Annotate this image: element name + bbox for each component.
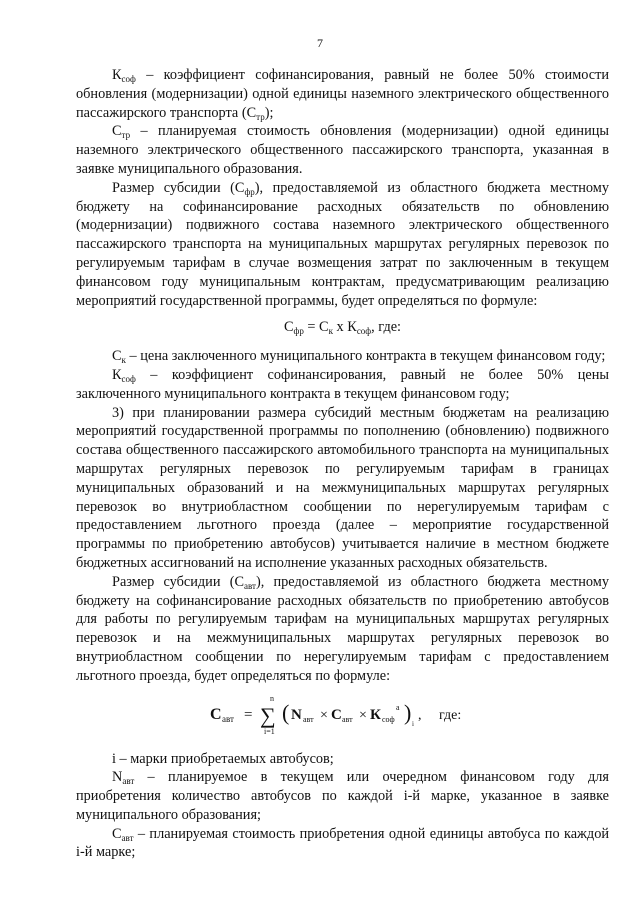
paragraph-i-definition: i – марки приобретаемых автобусов; [112, 750, 334, 767]
paragraph-k-sof-contract: $К_{соф}$ – коэффициент софинансирования, равный не более 50% цены заключенного муниципального контракта в текущем финансовом году; [76, 366, 609, 402]
paragraph-c-avt-definition: $С_{авт}$ – планируемая стоимость приобретения одной единицы автобуса по каждой i-й марке; [76, 825, 609, 861]
sum-sign-icon: ∑ [260, 702, 276, 728]
right-paren-icon: ) [404, 699, 412, 725]
left-paren-icon: ( [282, 699, 290, 725]
paragraph-subsidy-fr: Размер субсидии $(С_{фр})$, предоставляемой из областного бюджета местному бюджету на софинансирование расходных обязательств по обновлению (модернизации) подвижного состава наземного электрического общественного пассажирского транспорта на муниципальных маршрутах регулярных перевозок по регулируемым тарифам в случае возмещения затрат по заключенным в текущем финансовом году муниципальным контрактам, предусматривающим реализацию мероприятий государственной программы, будет определяться по формуле: [76, 179, 609, 309]
formula-c-sym: С [331, 706, 342, 723]
formula-times-1: × [320, 707, 328, 723]
document-body [76, 66, 609, 862]
formula-c-avt-svg [206, 692, 506, 736]
formula-c-avt [76, 692, 609, 736]
formula-lhs: С [210, 705, 222, 723]
formula-tail: , где: [418, 707, 462, 723]
formula-i-sub: i [412, 719, 414, 728]
formula-n-sub: авт [303, 714, 314, 724]
formula-k-sub: соф [382, 714, 395, 724]
paragraph-subsidy-avt: Размер субсидии $(С_{авт})$, предоставляемой из областного бюджета местному бюджету на софинансирование расходных обязательств по приобретению автобусов для работы по регулируемым тарифам на муниципальных маршрутах регулярных перевозок и на межмуниципальных маршрутах регулярных перевозок во внутриобластном сообщении по нерегулируемым тарифам с предоставлением льготного проезда, будет определяться по формуле: [76, 573, 609, 684]
formula-sum-bottom: i=1 [264, 726, 275, 736]
paragraph-c-tr-definition: $С_{тр}$ – планируемая стоимость обновления (модернизации) одной единицы наземного электрического общественного пассажирского транспорта, указанная в заявке муниципального образования. [76, 123, 609, 177]
formula-n-sym: N [291, 706, 302, 723]
paragraph-item-3: 3) при планировании размера субсидий местным бюджетам на реализацию мероприятий государственной программы по пополнению (обновлению) подвижного состава общественного пассажирского автомобильного транспорта на муниципальных маршрутах регулярных перевозок по регулируемым тарифам в границах муниципальных образований и на межмуниципальных маршрутах регулярных перевозок во внутриобластном сообщении по нерегулируемым тарифам с предоставлением льготного проезда (далее – мероприятие государственной программы по приобретению автобусов) учитывается наличие в местном бюджете бюджетных ассигнований на исполнение указанных расходных обязательств. [76, 404, 609, 571]
formula-k-sym: К [370, 706, 381, 723]
formula-sum-top: n [270, 693, 274, 703]
formula-equals: = [244, 706, 253, 723]
paragraph-c-k-definition: $С_к$ – цена заключенного муниципального контракта в текущем финансовом году; [112, 348, 606, 366]
formula-times-2: × [359, 707, 367, 723]
paragraph-n-avt-definition: $N_{авт}$ – планируемое в текущем или очередном финансовом году для приобретения количество автобусов по каждой i-й марке, указанное в заявке муниципального образования; [76, 769, 609, 823]
page-number: 7 [317, 36, 323, 50]
formula-c-fr: $С_{фр} = С_к$ х $К_{соф}$, где: [283, 319, 402, 337]
formula-k-sup: а [396, 702, 400, 712]
formula-c-sub: авт [342, 714, 353, 724]
formula-lhs-sub: авт [222, 713, 234, 724]
paragraph-k-sof-definition: $К_{соф}$ – коэффициент софинансирования, равный не более 50% стоимости обновления (модернизации) одной единицы наземного электрического общественного пассажирского транспорта $(С_{тр})$; [76, 67, 609, 122]
